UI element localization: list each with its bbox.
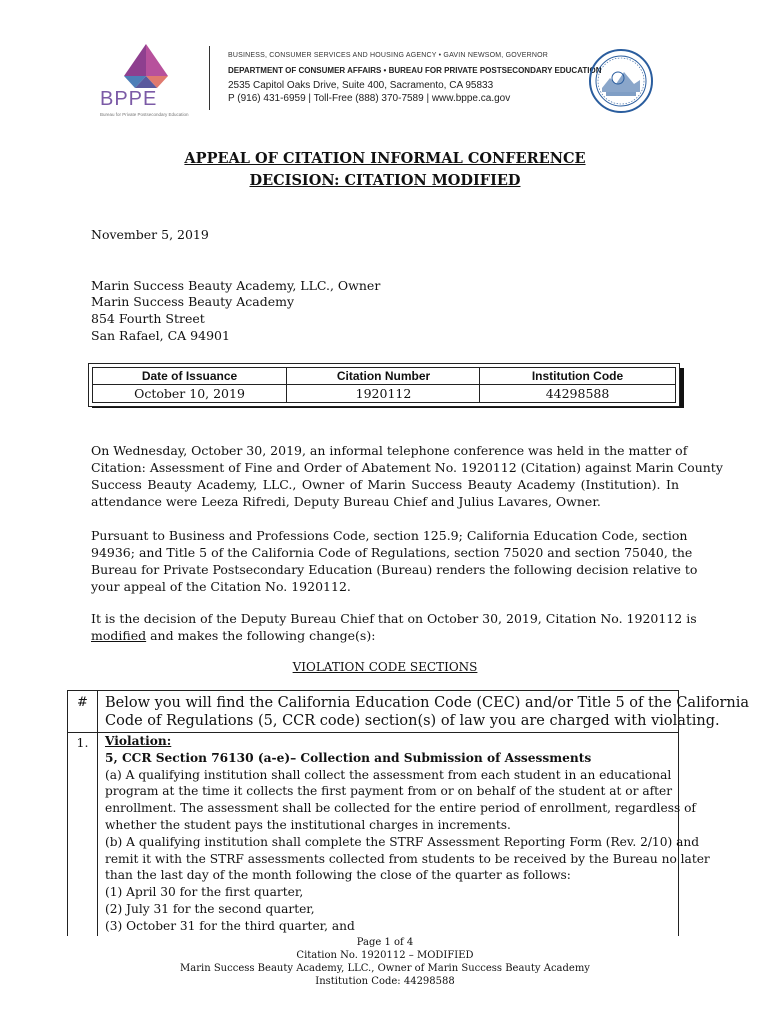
header-line: Code of Regulations (5, CCR code) section(s) of law you are charged with violating.	[105, 713, 720, 729]
table-cell: 1920112	[355, 386, 412, 401]
recipient-line: Marin Success Beauty Academy	[91, 294, 295, 309]
violation-text-line: than the last day of the month following the close of the quarter as follows:	[105, 868, 571, 883]
date-of-issuance-column	[93, 368, 286, 402]
violation-text-line: (b) A qualifying institution shall complete the STRF Assessment Reporting Form (Rev. 2/10) and	[105, 834, 699, 849]
document-title-line2: DECISION: CITATION MODIFIED	[249, 172, 521, 189]
table-header: Citation Number	[287, 368, 480, 385]
footer-owner: Marin Success Beauty Academy, LLC., Owner of Marin Success Beauty Academy	[180, 963, 590, 974]
row-number: 1.	[76, 735, 89, 750]
contact-line: P (916) 431-6959 | Toll-Free (888) 370-7589 | www.bppe.ca.gov	[228, 93, 511, 104]
modified-word: modified	[91, 628, 147, 643]
paragraph-line: attendance were Leeza Rifredi, Deputy Bureau Chief and Julius Lavares, Owner.	[91, 494, 601, 509]
footer-citation: Citation No. 1920112 – MODIFIED	[296, 950, 474, 961]
violations-table	[67, 690, 750, 936]
footer-institution-code: Institution Code: 44298588	[315, 976, 455, 987]
violation-text-line: (3) October 31 for the third quarter, and	[105, 918, 355, 933]
header-divider	[209, 46, 210, 110]
table-cell: October 10, 2019	[134, 386, 245, 401]
violation-section-title: 5, CCR Section 76130 (a-e)– Collection and Submission of Assessments	[105, 750, 592, 765]
paragraph-line: your appeal of the Citation No. 1920112.	[91, 579, 351, 594]
logo-tagline: Bureau for Private Postsecondary Education	[100, 112, 189, 117]
violation-label: Violation:	[105, 734, 172, 748]
citation-number-column	[286, 368, 480, 402]
violation-sections-heading: VIOLATION CODE SECTIONS	[292, 660, 478, 674]
letter-date: November 5, 2019	[91, 227, 209, 242]
agency-line: BUSINESS, CONSUMER SERVICES AND HOUSING AGENCY • GAVIN NEWSOM, GOVERNOR	[228, 52, 549, 59]
table-header: Date of Issuance	[93, 368, 286, 385]
paragraph-line: It is the decision of the Deputy Bureau Chief that on October 30, 2019, Citation No. 1920112 is	[91, 611, 697, 626]
address-line: 2535 Capitol Oaks Drive, Suite 400, Sacramento, CA 95833	[228, 80, 494, 91]
violation-text-line: (1) April 30 for the first quarter,	[105, 885, 304, 900]
violation-text-line: enrollment. The assessment shall be collected for the entire period of enrollment, regardless of	[105, 801, 696, 816]
paragraph-line: Bureau for Private Postsecondary Education (Bureau) renders the following decision relative to	[91, 562, 698, 577]
paragraph-line-rest: and makes the following change(s):	[146, 628, 376, 643]
table-header-number: #	[77, 695, 88, 710]
paragraph-pursuant	[91, 527, 698, 595]
table-cell: 44298588	[545, 386, 610, 401]
state-seal	[588, 48, 654, 114]
footer-page-number: Page 1 of 4	[356, 937, 414, 948]
citation-info-table	[88, 363, 680, 407]
institution-code-column	[479, 368, 675, 402]
recipient-line: San Rafael, CA 94901	[91, 328, 230, 343]
table-header: Institution Code	[480, 368, 675, 385]
recipient-line: 854 Fourth Street	[91, 311, 205, 326]
paragraph-line: 94936; and Title 5 of the California Code of Regulations, section 75020 and section 75040, the	[91, 545, 693, 560]
document-title-line1: APPEAL OF CITATION INFORMAL CONFERENCE	[184, 150, 586, 167]
table-header-description	[105, 694, 750, 730]
violation-description	[105, 733, 710, 935]
header-line: Below you will find the California Education Code (CEC) and/or Title 5 of the California	[105, 695, 750, 711]
violation-text-line: (2) July 31 for the second quarter,	[105, 901, 315, 916]
department-line: DEPARTMENT OF CONSUMER AFFAIRS • BUREAU FOR PRIVATE POSTSECONDARY EDUCATION	[228, 66, 602, 75]
paragraph-line	[91, 627, 679, 644]
violation-text-line: remit it with the STRF assessments collected from students to be received by the Bureau no later	[105, 851, 710, 866]
paragraph-conference	[91, 442, 723, 510]
paragraph-line: Success Beauty Academy, LLC., Owner of Marin Success Beauty Academy (Institution). In	[91, 477, 679, 492]
violation-text-line: program at the time it collects the first payment from or on behalf of the student at or after	[105, 784, 673, 799]
table-column-divider	[97, 691, 98, 936]
recipient-line: Marin Success Beauty Academy, LLC., Owner	[91, 278, 381, 293]
violation-text-line: (a) A qualifying institution shall collect the assessment from each student in an educational	[105, 767, 672, 782]
paragraph-line: Pursuant to Business and Professions Code, section 125.9; California Education Code, section	[91, 528, 688, 543]
violation-text-line: whether the student pays the institutional charges in increments.	[105, 817, 511, 832]
logo-text: BPPE	[100, 88, 158, 110]
paragraph-line: On Wednesday, October 30, 2019, an informal telephone conference was held in the matter of	[91, 443, 688, 458]
paragraph-line: Citation: Assessment of Fine and Order of Abatement No. 1920112 (Citation) against Marin County	[91, 460, 723, 475]
paragraph-decision	[91, 610, 697, 644]
